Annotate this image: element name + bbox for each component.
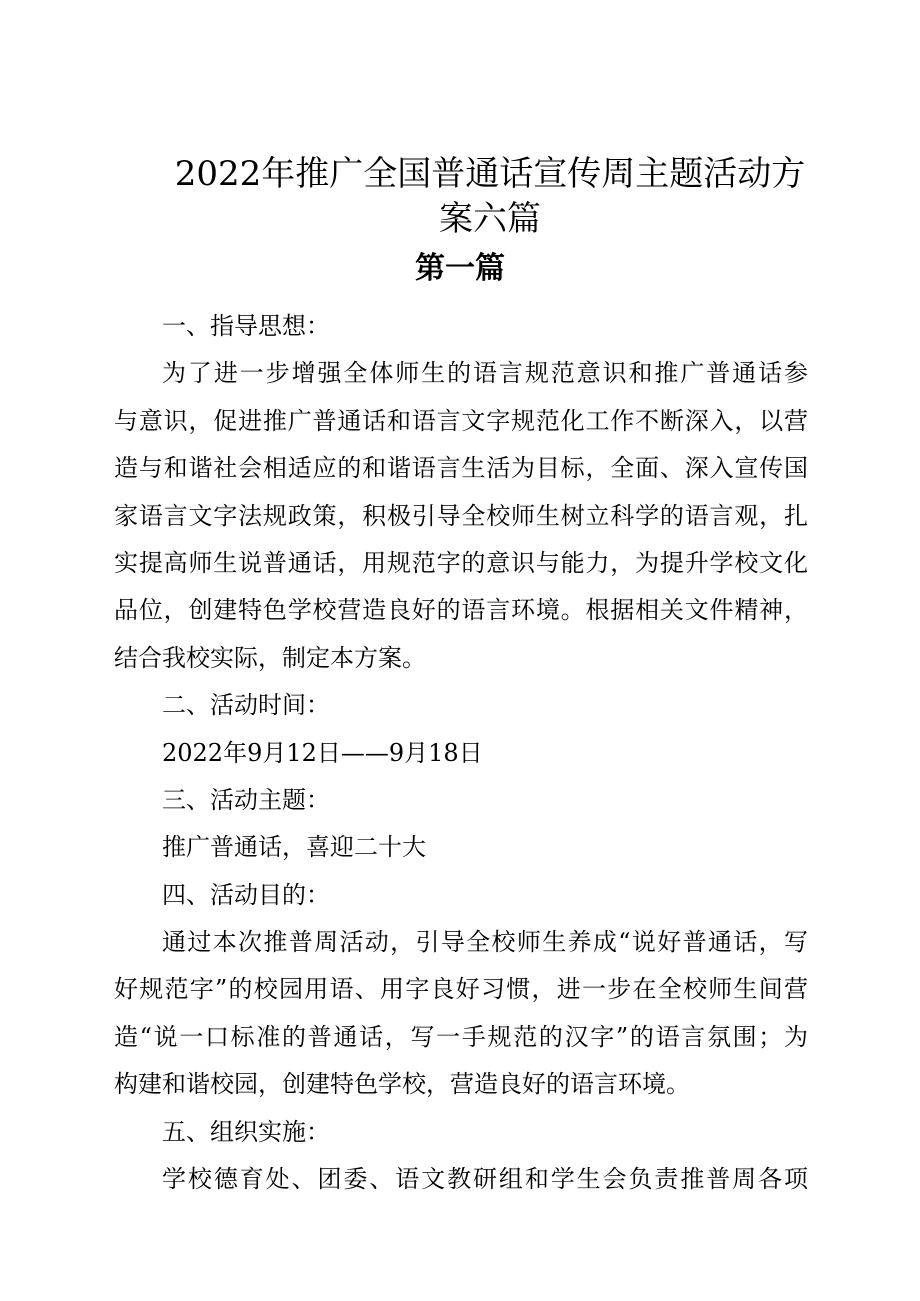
paragraph-line: 构建和谐校园，创建特色学校，营造良好的语言环境。: [114, 1070, 690, 1099]
document-title-line-1: 2022年推广全国普通话宣传周主题活动方: [174, 154, 806, 194]
section-subtitle: 第一篇: [415, 251, 505, 286]
paragraph-line: 造“说一口标准的普通话，写一手规范的汉字”的语言氛围；为: [114, 1022, 808, 1051]
paragraph-line: 与意识，促进推广普通话和语言文字规范化工作不断深入，以营: [114, 406, 808, 435]
section-heading-guiding-thought: 一、指导思想：: [162, 312, 330, 340]
section-heading-activity-purpose: 四、活动目的：: [162, 880, 330, 909]
activity-theme-text: 推广普通话，喜迎二十大: [162, 833, 426, 862]
paragraph-line: 品位，创建特色学校营造良好的语言环境。根据相关文件精神，: [114, 596, 808, 625]
document-body: [114, 303, 808, 1203]
paragraph-line: 实提高师生说普通话，用规范字的意识与能力，为提升学校文化: [114, 548, 808, 577]
paragraph-line: 通过本次推普周活动，引导全校师生养成“说好普通话，写: [162, 928, 808, 957]
document-title-line-2: 案六篇: [439, 199, 541, 239]
paragraph-line: 为了进一步增强全体师生的语言规范意识和推广普通话参: [162, 359, 808, 388]
paragraph-line: 家语言文字法规政策，积极引导全校师生树立科学的语言观，扎: [114, 501, 808, 530]
section-heading-activity-theme: 三、活动主题：: [162, 785, 330, 814]
section-heading-organization: 五、组织实施：: [162, 1117, 330, 1146]
section-heading-activity-time: 二、活动时间：: [162, 691, 330, 720]
paragraph-line: 造与和谐社会相适应的和谐语言生活为目标，全面、深入宣传国: [114, 454, 808, 483]
paragraph-line: 好规范字”的校园用语、用字良好习惯，进一步在全校师生间营: [114, 975, 808, 1004]
activity-date-range: 2022年9月12日——9月18日: [162, 738, 483, 767]
paragraph-line: 结合我校实际，制定本方案。: [114, 643, 426, 672]
paragraph-line: 学校德育处、团委、语文教研组和学生会负责推普周各项: [162, 1165, 808, 1194]
